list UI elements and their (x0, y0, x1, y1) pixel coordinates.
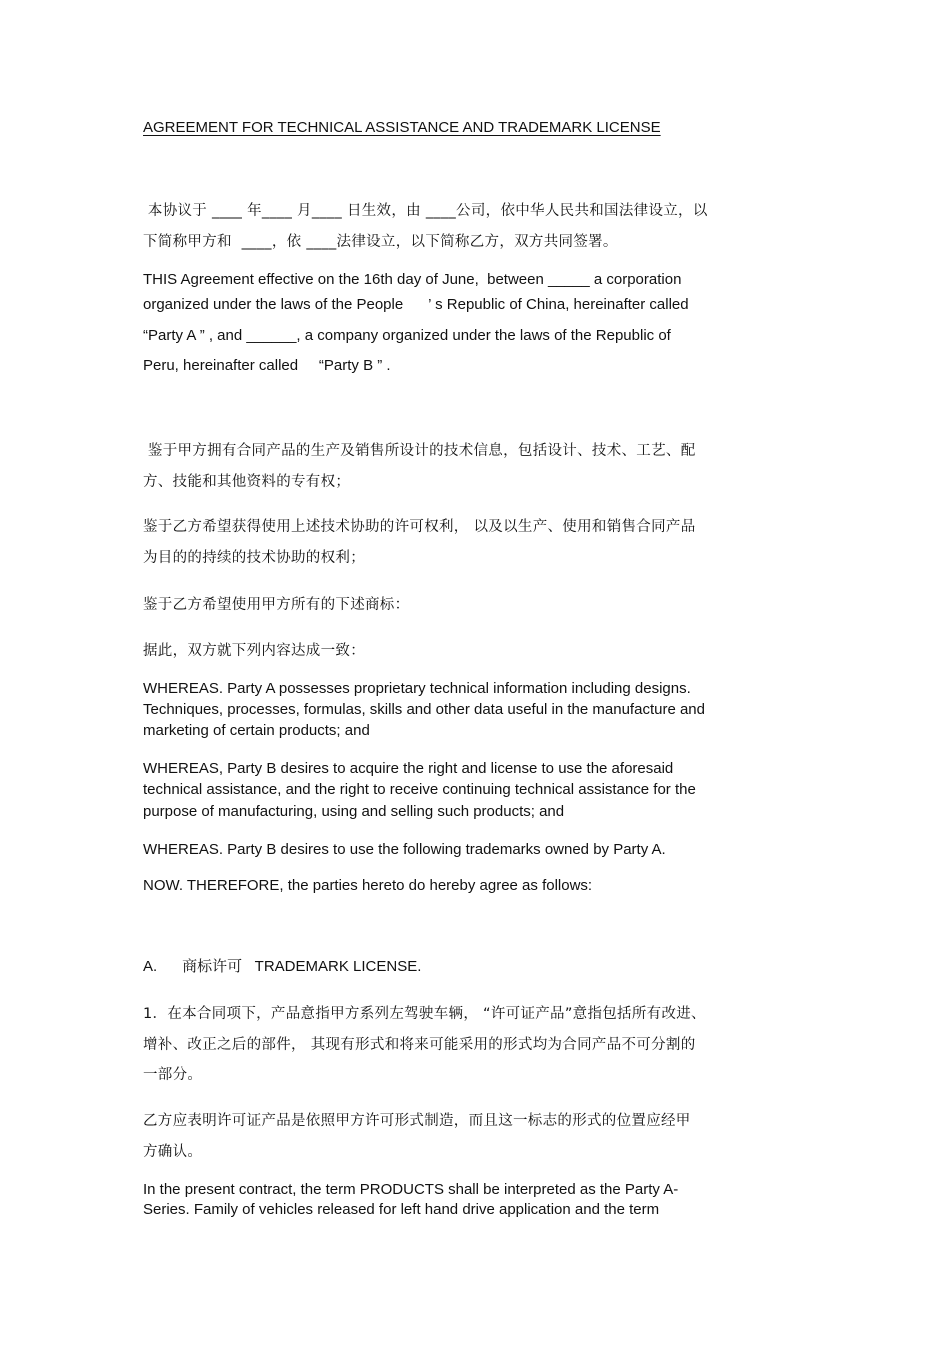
whereas-en-1-line-2: Techniques, processes, formulas, skills and other data useful in the manufacture and (143, 701, 705, 718)
whereas-cn-1-line-1: 鉴于甲方拥有合同产品的生产及销售所设计的技术信息，包括设计、技术、工艺、配 (143, 443, 696, 459)
whereas-en-2-line-2: technical assistance, and the right to receive continuing technical assistance for the (143, 781, 696, 798)
intro-en-line-1: THIS Agreement effective on the 16th day of June, between _____ a corporation (143, 271, 682, 288)
whereas-en-1-line-1: WHEREAS. Party A possesses proprietary technical information including designs. (143, 680, 691, 697)
clause-1-cn-line-3: 一部分。 (143, 1067, 203, 1083)
whereas-cn-3: 鉴于乙方希望使用甲方所有的下述商标： (143, 597, 410, 613)
intro-cn-line-1: 本协议于 ____ 年____ 月____ 日生效，由 ____公司，依中华人民共和国法律设立，以 (143, 203, 708, 219)
agreement-title: AGREEMENT FOR TECHNICAL ASSISTANCE AND TRADEMARK LICENSE (143, 119, 661, 136)
clause-1b-cn-line-1: 乙方应表明许可证产品是依照甲方许可形式制造，而且这一标志的形式的位置应经甲 (143, 1113, 691, 1129)
clause-1-cn-line-1: 1．在本合同项下，产品意指甲方系列左驾驶车辆， “许可证产品”意指包括所有改进、 (143, 1006, 706, 1022)
intro-en-line-4: Peru, hereinafter called “Party B ” . (143, 357, 391, 374)
whereas-cn-2-line-2: 为目的的持续的技术协助的权利； (143, 550, 365, 566)
section-a-heading: A. 商标许可 TRADEMARK LICENSE. (143, 958, 422, 975)
whereas-en-3: WHEREAS. Party B desires to use the following trademarks owned by Party A. (143, 841, 666, 858)
whereas-en-1-line-3: marketing of certain products; and (143, 722, 370, 739)
intro-en-line-3: “Party A ” , and ______, a company organized under the laws of the Republic of (143, 327, 671, 344)
whereas-cn-1-line-2: 方、技能和其他资料的专有权； (143, 474, 351, 490)
clause-1-cn-line-2: 增补、改正之后的部件， 其现有形式和将来可能采用的形式均为合同产品不可分割的 (143, 1037, 696, 1053)
whereas-en-2-line-3: purpose of manufacturing, using and selling such products; and (143, 803, 565, 820)
now-therefore: NOW. THEREFORE, the parties hereto do hereby agree as follows: (143, 877, 593, 894)
whereas-en-2-line-1: WHEREAS, Party B desires to acquire the right and license to use the aforesaid (143, 760, 674, 777)
clause-1-en-line-2: Series. Family of vehicles released for left hand drive application and the term (143, 1201, 660, 1218)
intro-cn-line-2: 下简称甲方和 ____，依 ____法律设立，以下简称乙方，双方共同签署。 (143, 234, 618, 250)
clause-1b-cn-line-2: 方确认。 (143, 1144, 203, 1160)
intro-en-line-2: organized under the laws of the People ’ s Republic of China, hereinafter called (143, 296, 689, 313)
clause-1-en-line-1: In the present contract, the term PRODUCTS shall be interpreted as the Party A- (143, 1181, 679, 1198)
whereas-cn-2-line-1: 鉴于乙方希望获得使用上述技术协助的许可权利， 以及以生产、使用和销售合同产品 (143, 519, 696, 535)
agree-cn: 据此，双方就下列内容达成一致： (143, 643, 365, 659)
